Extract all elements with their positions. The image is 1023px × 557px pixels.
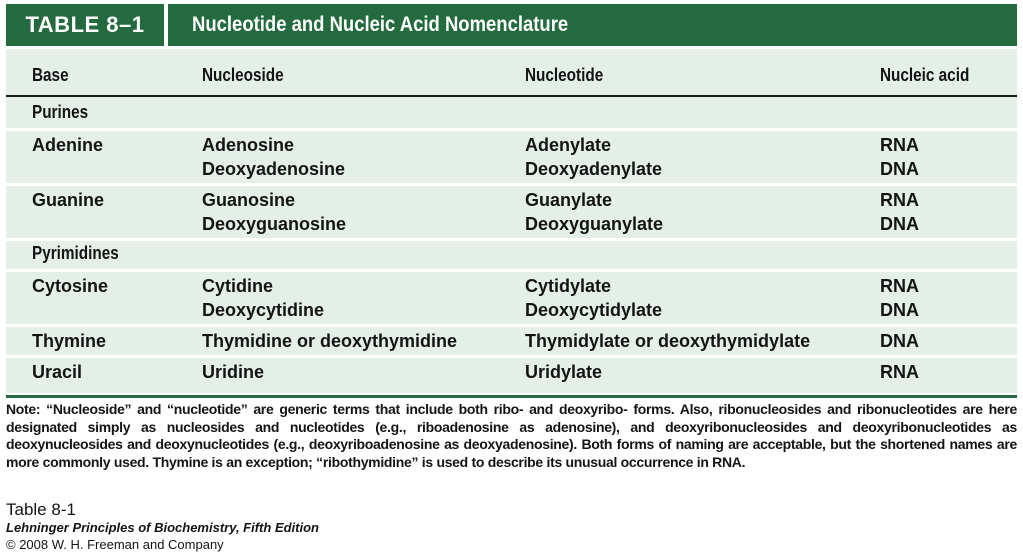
table-title: Nucleotide and Nucleic Acid Nomenclature xyxy=(192,13,569,36)
caption-copyright: © 2008 W. H. Freeman and Company xyxy=(6,537,224,552)
column-header-nucleoside: Nucleoside xyxy=(202,65,284,85)
acid-adenine-dna: DNA xyxy=(880,159,919,179)
column-header-nucleotide: Nucleotide xyxy=(525,65,604,85)
row-separator xyxy=(6,238,1017,241)
table-header-bar xyxy=(6,4,1017,46)
nucleotide-adenylate: Adenylate xyxy=(525,135,612,155)
nucleoside-deoxycytidine: Deoxycytidine xyxy=(202,300,325,320)
table-bottom-rule xyxy=(6,395,1017,398)
table-number-tag: TABLE 8–1 xyxy=(6,4,168,46)
row-separator xyxy=(6,324,1017,327)
nucleotide-deoxyadenylate: Deoxyadenylate xyxy=(525,159,663,179)
nucleoside-adenosine: Adenosine xyxy=(202,135,295,155)
column-header-nucleic-acid: Nucleic acid xyxy=(880,65,970,85)
nucleotide-thymidylate: Thymidylate or deoxythymidylate xyxy=(525,331,811,351)
base-cytosine: Cytosine xyxy=(32,276,109,296)
acid-adenine-rna: RNA xyxy=(880,135,919,155)
nucleoside-uridine: Uridine xyxy=(202,362,265,382)
acid-guanine-rna: RNA xyxy=(880,190,919,210)
group-label-purines: Purines xyxy=(32,102,89,122)
acid-thymine-dna: DNA xyxy=(880,331,919,351)
column-header-base: Base xyxy=(32,65,69,85)
caption-book-title: Lehninger Principles of Biochemistry, Fifth Edition xyxy=(6,520,319,535)
row-separator xyxy=(6,183,1017,186)
nucleoside-cytidine: Cytidine xyxy=(202,276,274,296)
row-separator xyxy=(6,355,1017,358)
nomenclature-table xyxy=(6,49,1017,393)
nucleoside-deoxyguanosine: Deoxyguanosine xyxy=(202,214,347,234)
base-guanine: Guanine xyxy=(32,190,105,210)
nucleoside-thymidine: Thymidine or deoxythymidine xyxy=(202,331,458,351)
nucleoside-guanosine: Guanosine xyxy=(202,190,296,210)
nucleotide-deoxyguanylate: Deoxyguanylate xyxy=(525,214,664,234)
caption-table-label: Table 8-1 xyxy=(6,500,76,519)
acid-cytosine-dna: DNA xyxy=(880,300,919,320)
nucleotide-deoxycytidylate: Deoxycytidylate xyxy=(525,300,663,320)
acid-guanine-dna: DNA xyxy=(880,214,919,234)
row-separator xyxy=(6,128,1017,131)
header-divider xyxy=(6,95,1017,97)
table-note xyxy=(6,401,1017,471)
acid-uracil-rna: RNA xyxy=(880,362,919,382)
base-thymine: Thymine xyxy=(32,331,107,351)
nucleoside-deoxyadenosine: Deoxyadenosine xyxy=(202,159,346,179)
group-label-pyrimidines: Pyrimidines xyxy=(32,243,119,263)
nucleotide-uridylate: Uridylate xyxy=(525,362,603,382)
note-label: Note: xyxy=(6,401,41,417)
base-uracil: Uracil xyxy=(32,362,83,382)
acid-cytosine-rna: RNA xyxy=(880,276,919,296)
nucleotide-cytidylate: Cytidylate xyxy=(525,276,612,296)
base-adenine: Adenine xyxy=(32,135,104,155)
nucleotide-guanylate: Guanylate xyxy=(525,190,613,210)
note-text: “Nucleoside” and “nucleotide” are generic terms that include both ribo- and deoxyribo- forms. Also, ribonucleosides and ribonucleotides are here designated simply as nucleosides and nucleotides (e.g., riboadenosine as adenosine), and deoxyribonucleosides and deoxyribonucleotides as deoxynucleosides and deoxynucleotides (e.g., deoxyriboadenosine as deoxyadenosine). Both forms of naming are acceptable, but the shortened names are more commonly used. Thymine is an exception; “ribothymidine” is used to describe its unusual occurrence in RNA. xyxy=(6,401,1017,470)
row-separator xyxy=(6,269,1017,272)
